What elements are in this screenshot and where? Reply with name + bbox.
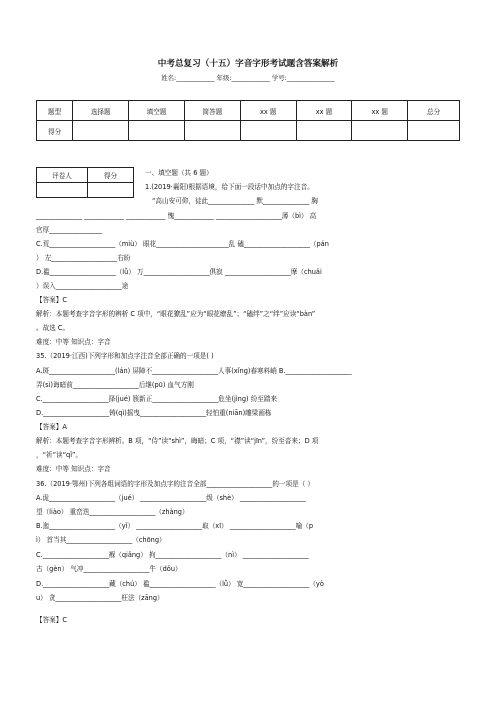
student-info-line: 姓名:____________ 年级:____________ 学号:_______________ (161, 74, 335, 82)
option-c-line: C.荒____________________（miù） 眼花______________________乱 磕____________________（pán (36, 240, 329, 248)
grader-header: 评卷人 (37, 168, 88, 183)
option-line: ì） 首当其____________________（chōng） (36, 536, 166, 544)
document-title: 中考总复习（十五）字音字形考试题含答案解析 (157, 59, 339, 69)
explanation-line: 解析：本题考查字音字形的辨析 C 项中，“眼花獠乱”应为“眼花缭乱”；“磕绊”之“绊”应读“bàn” (36, 310, 316, 318)
score-header-cell: 选择题 (73, 101, 129, 121)
answer-line: 【答案】C (36, 616, 67, 624)
score-cell (296, 121, 352, 141)
score-table-score-row (37, 121, 460, 141)
option-d-line: D.褴____________________（lǚ） 万____________________俱寂 ____________________摩（chuǎi (36, 268, 322, 276)
score-header-cell: 简答题 (185, 101, 241, 121)
score-table-header-row (37, 101, 460, 121)
score-cell (408, 121, 460, 141)
explanation-line: ，“祈”读“qǐ”。 (36, 451, 83, 459)
grader-cell (37, 183, 88, 198)
question-stem: 36.（2019·鄂州)下列各组词语的字形及加点字的注音全部____________________的一项是（ ） (36, 480, 314, 488)
grader-table (36, 167, 134, 198)
option-line: A.诡____________________（jué） ____________________级（shè） ____________________ (36, 494, 306, 502)
score-cell (73, 121, 129, 141)
option-line: C.____________________择(jué) 簇新正____________________危坐(jìng) 纷至踏来 (36, 395, 278, 403)
score-table (36, 100, 460, 141)
score-cell (129, 121, 185, 141)
section-heading: 一、填空题（共 6 题） (145, 169, 213, 177)
score-header-cell: xx 题 (240, 101, 296, 121)
difficulty-line: 难度：中等 知识点：字音 (36, 338, 111, 346)
option-d-line: ）误入____________________途 (36, 282, 129, 290)
score-header-cell: 题型 (37, 101, 73, 121)
answer-line: 【答案】C (36, 296, 67, 304)
score-cell (352, 121, 408, 141)
option-line: A.斑____________________(lán) 屏障不____________________人事(xǐng)春寒料峭 B.____________________ (36, 367, 352, 375)
grader-score-header: 得分 (88, 168, 134, 183)
score-cell (185, 121, 241, 141)
grader-score-cell (88, 183, 134, 198)
difficulty-line: 难度：中等 知识点：字音 (36, 465, 111, 473)
option-line: D.____________________藏（chú） 褴____________________（lǚ） 宽____________________（yò (36, 580, 324, 588)
score-row-label: 得分 (37, 121, 73, 141)
score-header-cell: xx 题 (296, 101, 352, 121)
score-header-cell: 填空题 (129, 101, 185, 121)
option-line: C.____________________褓（qiǎng） 拘____________________（nì） ____________________ (36, 551, 309, 559)
question-stem: 1.(2019·襄阳)根据语境，给下面一段话中加点的字注音。 (145, 183, 314, 191)
score-header-cell: xx 题 (352, 101, 408, 121)
option-line: 古（gèn） 气冲____________________牛（dǒu） (36, 565, 182, 573)
option-line: D.____________________铸(qì)摇曳____________________轻怕重(niān)雕梁画栋 (36, 409, 272, 417)
question-text-line: 官厚________________ (36, 226, 102, 234)
option-line: u） 贪____________________枉法（zāng） (36, 594, 164, 602)
answer-line: 【答案】A (36, 423, 67, 431)
option-line: 弄(sì)诲暗前____________________后继(pū) 血气方刚 (36, 381, 194, 389)
option-line: B.迤____________________（yǐ） ____________________取（xī） ____________________喻（p (36, 522, 314, 530)
explanation-line: 解析：本题考查字音字形辨析。B 项，“侍”读“shì”，晦暗；C 项，“襟”读“jīn”，纷至沓来；D 项 (36, 437, 319, 445)
score-cell (240, 121, 296, 141)
question-stem: 35.（2019·江西)下列字形和加点字注音全部正确的一项是( ) (36, 352, 214, 360)
explanation-line: 。故选 C。 (36, 324, 70, 332)
score-header-cell: 总分 (408, 101, 460, 121)
option-line: 望（liào） 重峦迭____________________（zhàng） (36, 508, 189, 516)
option-c-line: ） 左____________________右盼 (36, 254, 131, 262)
question-text-line: ______________ ____________ ____________ 愧____________ ____________________薄（bì） 高 (36, 212, 317, 220)
question-text-line: “高山安可仰，徒此______________ 默______________ 胸 (152, 197, 318, 205)
